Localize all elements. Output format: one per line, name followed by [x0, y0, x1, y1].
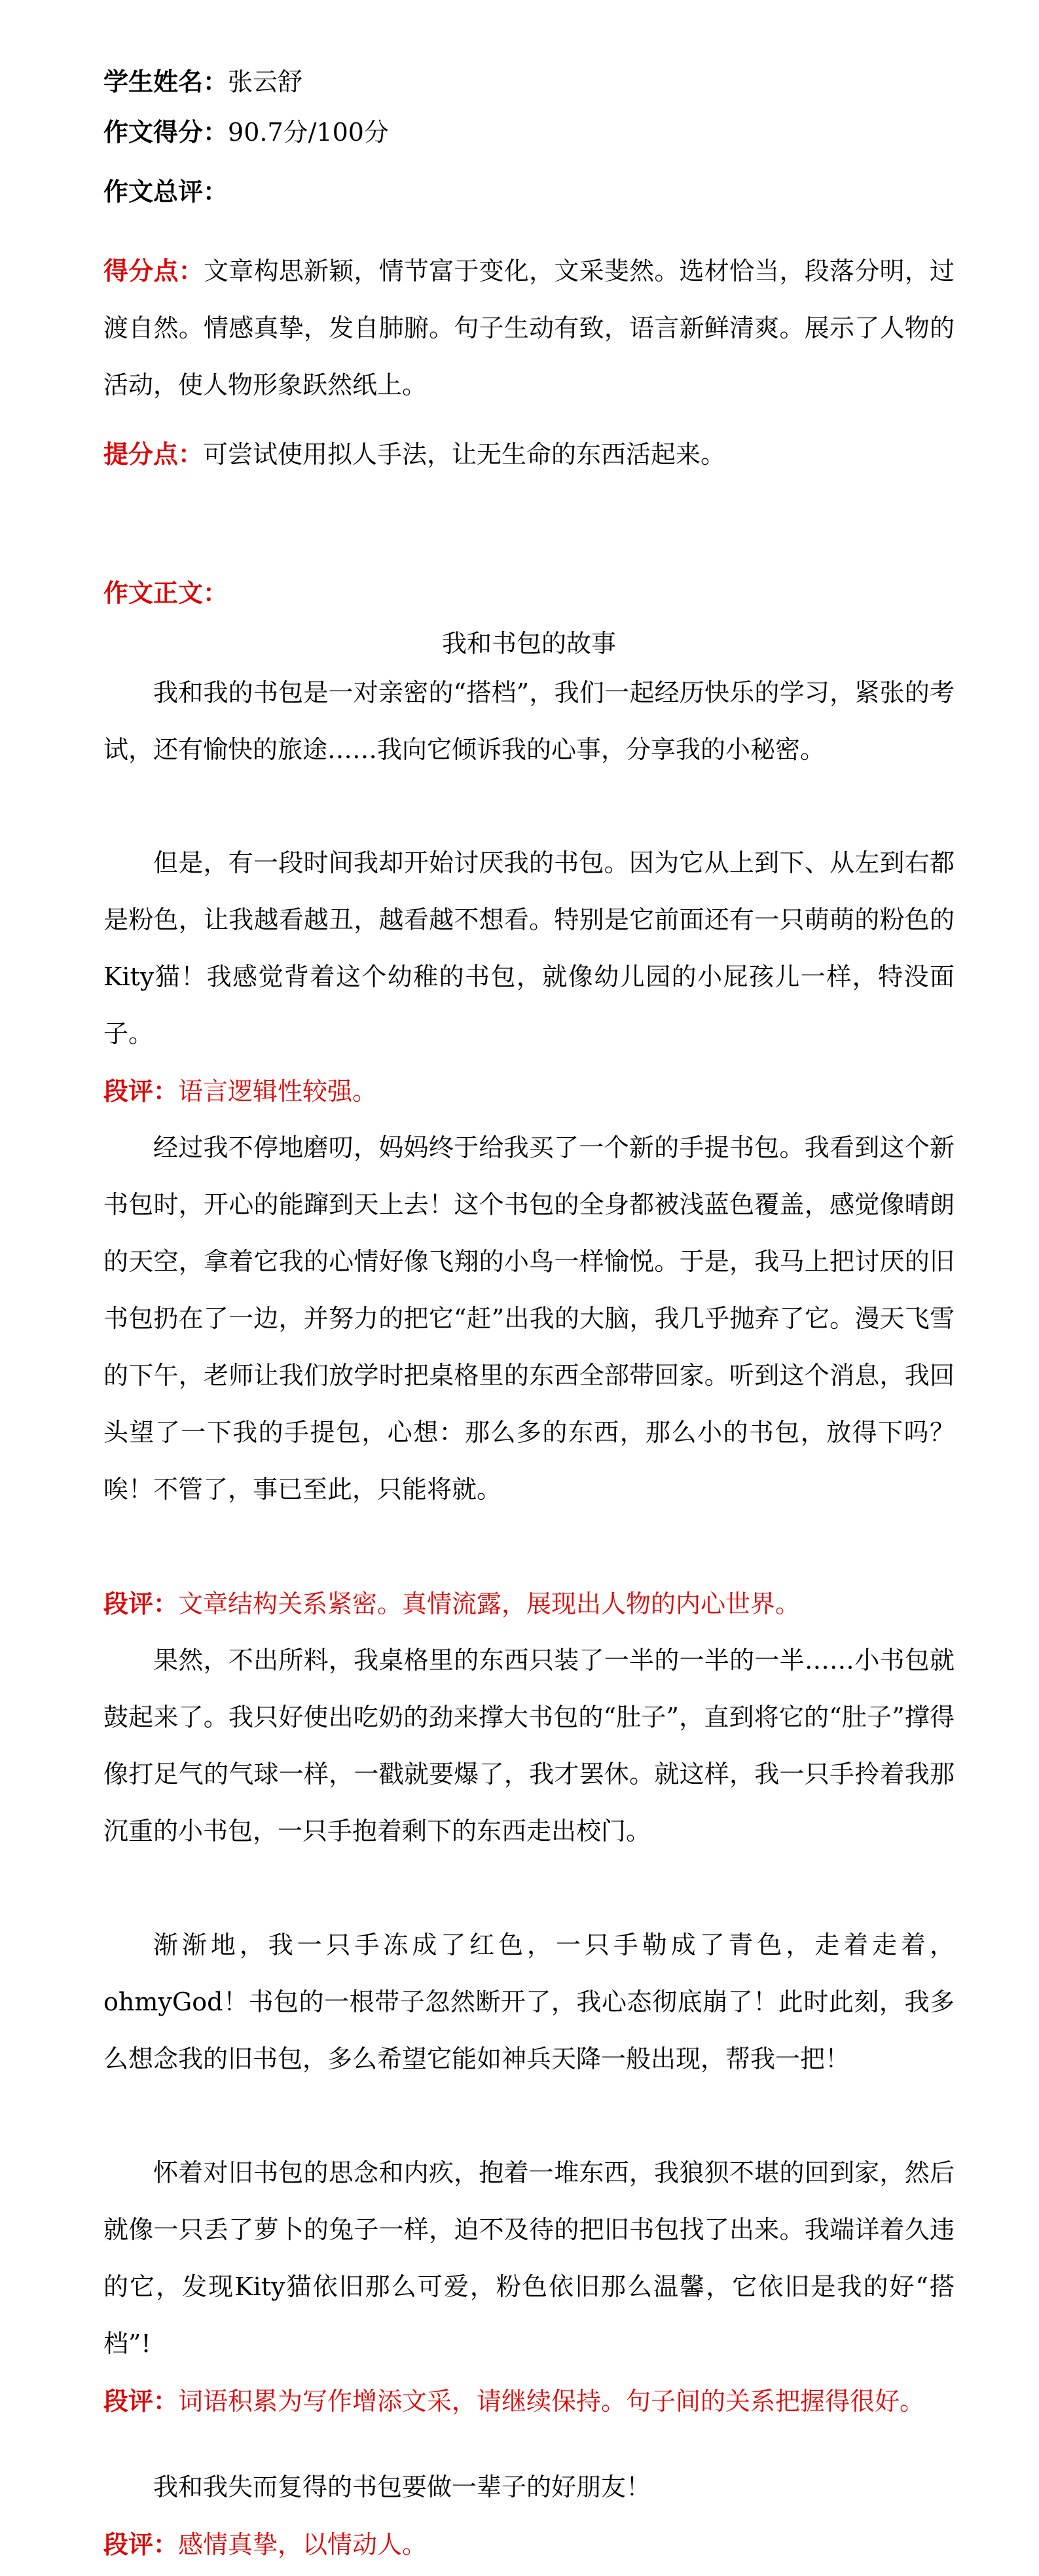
strengths-text: 文章构思新颖，情节富于变化，文采斐然。选材恰当，段落分明，过渡自然。情感真挚，发自肺腑。句子生动有致，语言新鲜清爽。展示了人物的活动，使人物形象跃然纸上。 [103, 257, 955, 399]
paragraph-comment-3 [103, 2372, 955, 2430]
essay-paragraph-7: 我和我失而复得的书包要做一辈子的好朋友！ [153, 2473, 651, 2501]
essay-section-heading [103, 564, 955, 622]
comment-3-text: 词语积累为写作增添文采，请继续保持。句子间的关系把握得很好。 [178, 2387, 925, 2416]
essay-section-label: 作文正文： [103, 578, 228, 608]
essay-paragraph-5: 渐渐地，我一只手冻成了红色，一只手勒成了青色，走着走着，ohmyGod！书包的一根带子忽然断开了，我心态彻底崩了！此时此刻，我多么想念我的旧书包，多么希望它能如神兵天降一般出现，帮我一把！ [103, 1931, 955, 2073]
essay-paragraph-1: 我和我的书包是一对亲密的“搭档”，我们一起经历快乐的学习，紧张的考试，还有愉快的旅途……我向它倾诉我的心事，分享我的小秘密。 [103, 678, 955, 764]
improve-text: 可尝试使用拟人手法，让无生命的东西活起来。 [203, 440, 726, 469]
comment-3-label: 段评： [103, 2386, 179, 2416]
essay-paragraph-2: 但是，有一段时间我却开始讨厌我的书包。因为它从上到下、从左到右都是粉色，让我越看越丑，越看越不想看。特别是它前面还有一只萌萌的粉色的Kity猫！我感觉背着这个幼稚的书包，就像幼儿园的小屁孩儿一样，特没面子。 [103, 848, 955, 1048]
paragraph-comment-1 [103, 1062, 955, 1120]
improve-block [103, 426, 955, 483]
paragraph-comment-2 [103, 1575, 955, 1633]
student-name: 张云舒 [228, 67, 303, 96]
paragraph-comment-4 [103, 2516, 955, 2573]
score-value: 90.7分/100分 [228, 118, 389, 147]
strengths-block [103, 242, 955, 414]
overall-review-label: 作文总评： [103, 177, 228, 206]
comment-1-label: 段评： [103, 1076, 179, 1106]
score-label: 作文得分： [103, 117, 228, 147]
overall-review-heading [103, 179, 228, 204]
student-name-line [103, 69, 302, 94]
comment-2-text: 文章结构关系紧密。真情流露，展现出人物的内心世界。 [178, 1589, 801, 1618]
score-line [103, 117, 389, 147]
strengths-label: 得分点： [103, 256, 204, 285]
comment-1-text: 语言逻辑性较强。 [178, 1077, 378, 1106]
comment-4-text: 感情真挚，以情动人。 [178, 2530, 428, 2559]
essay-paragraph-3: 经过我不停地磨叨，妈妈终于给我买了一个新的手提书包。我看到这个新书包时，开心的能蹿到天上去！这个书包的全身都被浅蓝色覆盖，感觉像晴朗的天空，拿着它我的心情好像飞翔的小鸟一样愉悦。于是，我马上把讨厌的旧书包扔在了一边，并努力的把它“赶”出我的大脑，我几乎抛弃了它。漫天飞雪的下午，老师让我们放学时把桌格里的东西全部带回家。听到这个消息，我回头望了一下我的手提包，心想：那么多的东西，那么小的书包，放得下吗？唉！不管了，事已至此，只能将就。 [103, 1133, 955, 1504]
essay-paragraph-4: 果然，不出所料，我桌格里的东西只装了一半的一半的一半……小书包就鼓起来了。我只好使出吃奶的劲来撑大书包的“肚子”，直到将它的“肚子”撑得像打足气的气球一样，一戳就要爆了，我才罢休。就这样，我一只手拎着我那沉重的小书包，一只手抱着剩下的东西走出校门。 [103, 1646, 955, 1845]
comment-4-label: 段评： [103, 2530, 179, 2559]
essay-title: 我和书包的故事 [441, 629, 616, 658]
comment-2-label: 段评： [103, 1589, 179, 1618]
improve-label: 提分点： [103, 439, 204, 469]
essay-paragraph-6: 怀着对旧书包的思念和内疚，抱着一堆东西，我狼狈不堪的回到家，然后就像一只丢了萝卜的兔子一样，迫不及待的把旧书包找了出来。我端详着久违的它，发现Kity猫依旧那么可爱，粉色依旧那么温馨，它依旧是我的好“搭档”! [103, 2158, 955, 2358]
student-name-label: 学生姓名： [103, 67, 228, 96]
